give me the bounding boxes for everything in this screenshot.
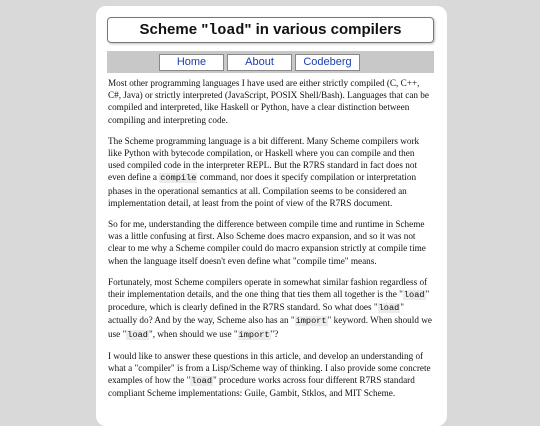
paragraph-3: So for me, understanding the difference between compile time and runtime in Scheme was a little confusing at first. Also Scheme does macro expansion, and so it was not clear to me why a Scheme compiler could do macro expansion strictly at compile time when the language itself doesn't even define what "compile time" means. [108,219,426,266]
p4-text-f: "? [270,328,279,339]
paragraph-2 [108,135,433,209]
p2-text-b: command, nor does it specify compilation or interpretation phases in the operational semantics at all. Compilation seems to be considered an implementation detail, at least from the point of view of the R7RS document. [108,172,417,208]
p4-text-a: Fortunately, most Scheme compilers operate in somewhat similar fashion regardless of their implementation details, and the one thing that ties them all together is the " [108,276,428,300]
article-body [108,77,433,409]
inline-code-load: load [127,329,148,340]
inline-code-import: import [238,329,270,340]
nav-bar [107,51,434,73]
inline-code-import: import [295,316,327,327]
inline-code-load: load [378,303,400,314]
page-title-box [107,17,434,43]
title-code: load [208,22,245,39]
p4-text-b: " procedure, which is clearly defined in the R7RS standard. So what does " [108,289,430,313]
paragraph-4 [108,276,433,341]
paragraph-5 [108,350,433,400]
nav-codeberg-link[interactable]: Codeberg [295,54,360,71]
p5-text-b: " procedure works across four different R7RS standard compliant Scheme implementations: Guile, Gambit, Stklos, and MIT Scheme. [108,375,415,399]
title-suffix: " in various compilers [244,21,402,38]
article-card [96,6,447,426]
inline-code-load: load [191,376,212,387]
p2-text-a: The Scheme programming language is a bit different. Many Scheme compilers work like Python with bytecode compilation, or Haskell where you can compile and then used compiled code in the interpreter REPL. But the R7RS standard in fact does not even define a [108,135,420,183]
p5-text-a: I would like to answer these questions in this article, and develop an understanding of what a "compiler" is from a Lisp/Scheme way of thinking. I also provide some concrete examples of how the " [108,350,431,386]
page-title [108,18,433,43]
title-prefix: Scheme " [139,21,209,38]
paragraph-1: Most other programming languages I have used are either strictly compiled (C, C++, C#, Java) or strictly interpreted (JavaScript, POSIX Shell/Bash). Languages that can be compiled and interpreted, like Haskell or Python, have a clear distinction between compiling and interpreting code. [108,78,429,125]
inline-code-compile: compile [160,173,197,184]
p4-text-e: ", when should we use " [148,328,238,339]
nav-home-link[interactable]: Home [159,54,224,71]
p4-text-c: " actually do? And by the way, Scheme also has an " [108,302,405,326]
p4-text-d: " keyword. When should we use " [108,315,432,339]
nav-about-link[interactable]: About [227,54,292,71]
inline-code-load: load [403,290,425,301]
